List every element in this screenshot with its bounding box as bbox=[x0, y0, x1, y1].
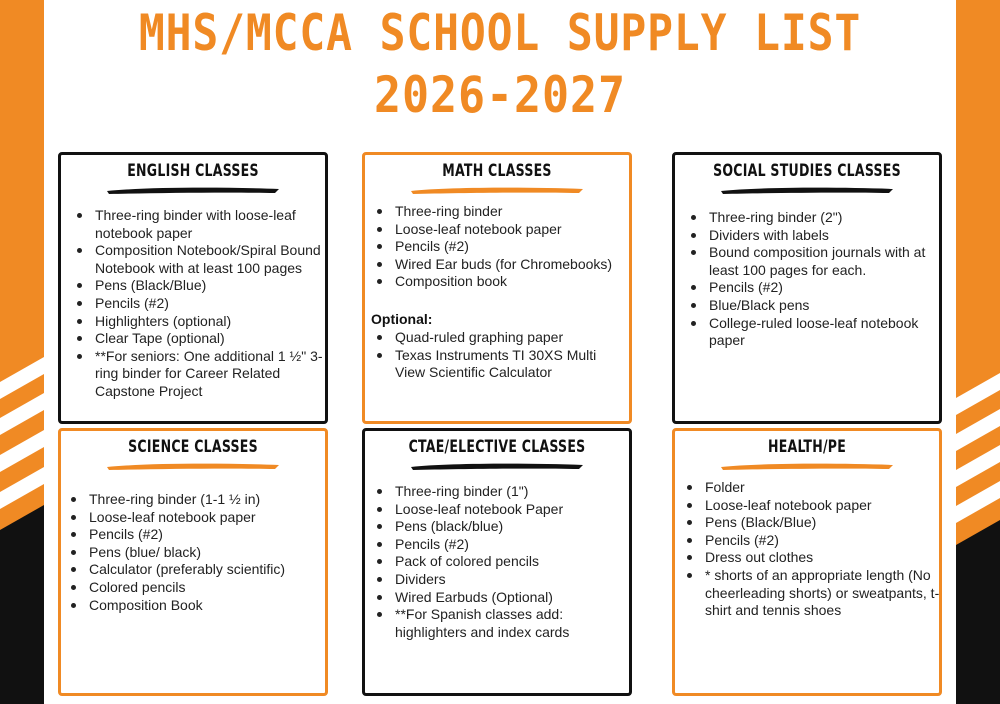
list-item: Pencils (#2) bbox=[77, 526, 327, 544]
brush-stroke-orange bbox=[105, 461, 281, 471]
optional-label: Optional: bbox=[371, 311, 433, 327]
english-classes-card bbox=[58, 152, 328, 424]
list-item: Pencils (#2) bbox=[83, 295, 323, 313]
list-item: Wired Earbuds (Optional) bbox=[383, 589, 623, 607]
english-supply-list bbox=[65, 207, 323, 401]
list-item: Pack of colored pencils bbox=[383, 553, 623, 571]
brush-stroke-black bbox=[409, 461, 585, 471]
list-item: Loose-leaf notebook paper bbox=[383, 221, 633, 239]
list-item: Wired Ear buds (for Chromebooks) bbox=[383, 256, 633, 274]
list-item: Loose-leaf notebook Paper bbox=[383, 501, 623, 519]
english-classes-heading: ENGLISH CLASSES bbox=[127, 161, 259, 181]
left-stripe-decoration bbox=[0, 0, 44, 704]
list-item: Pens (black/blue) bbox=[383, 518, 623, 536]
list-item: Pencils (#2) bbox=[383, 238, 633, 256]
list-item: Texas Instruments TI 30XS Multi View Scientific Calculator bbox=[383, 347, 623, 382]
list-item: **For seniors: One additional 1 ½" 3-ring binder for Career Related Capstone Project bbox=[83, 348, 323, 401]
list-item: Colored pencils bbox=[77, 579, 327, 597]
list-item: Pencils (#2) bbox=[693, 532, 941, 550]
brush-stroke-black bbox=[105, 185, 281, 195]
ctae-elective-classes-heading: CTAE/ELECTIVE CLASSES bbox=[408, 437, 586, 457]
list-item: Composition book bbox=[383, 273, 633, 291]
list-item: Dividers bbox=[383, 571, 623, 589]
list-item: Three-ring binder bbox=[383, 203, 633, 221]
list-item: Dividers with labels bbox=[697, 227, 942, 245]
list-item: Pens (blue/ black) bbox=[77, 544, 327, 562]
social-studies-classes-heading: SOCIAL STUDIES CLASSES bbox=[713, 161, 901, 181]
list-item: Bound composition journals with at least 100 pages for each. bbox=[697, 244, 942, 279]
list-item: Composition Book bbox=[77, 597, 327, 615]
right-stripe-decoration bbox=[956, 0, 1000, 704]
social-studies-supply-list bbox=[679, 209, 942, 350]
brush-stroke-orange bbox=[409, 185, 585, 195]
brush-stroke-black bbox=[719, 185, 895, 195]
page-subtitle-year: 2026-2027 bbox=[374, 66, 626, 124]
page-title: MHS/MCCA SCHOOL SUPPLY LIST bbox=[138, 4, 862, 62]
list-item: Calculator (preferably scientific) bbox=[77, 561, 327, 579]
science-classes-card bbox=[58, 428, 328, 696]
ctae-elective-classes-card bbox=[362, 428, 632, 696]
math-supply-list bbox=[365, 203, 633, 291]
brush-stroke-orange bbox=[719, 461, 895, 471]
list-item: Pens (Black/Blue) bbox=[693, 514, 941, 532]
list-item: Three-ring binder with loose-leaf notebook paper bbox=[83, 207, 323, 242]
list-item: Dress out clothes bbox=[693, 549, 941, 567]
list-item: **For Spanish classes add: highlighters and index cards bbox=[383, 606, 623, 641]
health-pe-card bbox=[672, 428, 942, 696]
list-item: Quad-ruled graphing paper bbox=[383, 329, 623, 347]
list-item: Three-ring binder (2") bbox=[697, 209, 942, 227]
list-item: Three-ring binder (1-1 ½ in) bbox=[77, 491, 327, 509]
ctae-elective-supply-list bbox=[365, 483, 623, 641]
social-studies-classes-card bbox=[672, 152, 942, 424]
list-item: Pencils (#2) bbox=[383, 536, 623, 554]
health-pe-heading: HEALTH/PE bbox=[767, 437, 847, 457]
science-supply-list bbox=[59, 491, 327, 614]
list-item: College-ruled loose-leaf notebook paper bbox=[697, 315, 942, 350]
health-pe-supply-list bbox=[675, 479, 941, 620]
math-classes-card bbox=[362, 152, 632, 424]
list-item: Clear Tape (optional) bbox=[83, 330, 323, 348]
list-item: * shorts of an appropriate length (No cheerleading shorts) or sweatpants, t-shirt and tennis shoes bbox=[693, 567, 941, 620]
list-item: Pens (Black/Blue) bbox=[83, 277, 323, 295]
list-item: Highlighters (optional) bbox=[83, 313, 323, 331]
list-item: Three-ring binder (1") bbox=[383, 483, 623, 501]
science-classes-heading: SCIENCE CLASSES bbox=[128, 437, 258, 457]
list-item: Pencils (#2) bbox=[697, 279, 942, 297]
math-classes-heading: MATH CLASSES bbox=[442, 161, 552, 181]
list-item: Folder bbox=[693, 479, 941, 497]
math-optional-list bbox=[365, 329, 623, 382]
list-item: Loose-leaf notebook paper bbox=[693, 497, 941, 515]
list-item: Composition Notebook/Spiral Bound Notebook with at least 100 pages bbox=[83, 242, 323, 277]
list-item: Loose-leaf notebook paper bbox=[77, 509, 327, 527]
list-item: Blue/Black pens bbox=[697, 297, 942, 315]
